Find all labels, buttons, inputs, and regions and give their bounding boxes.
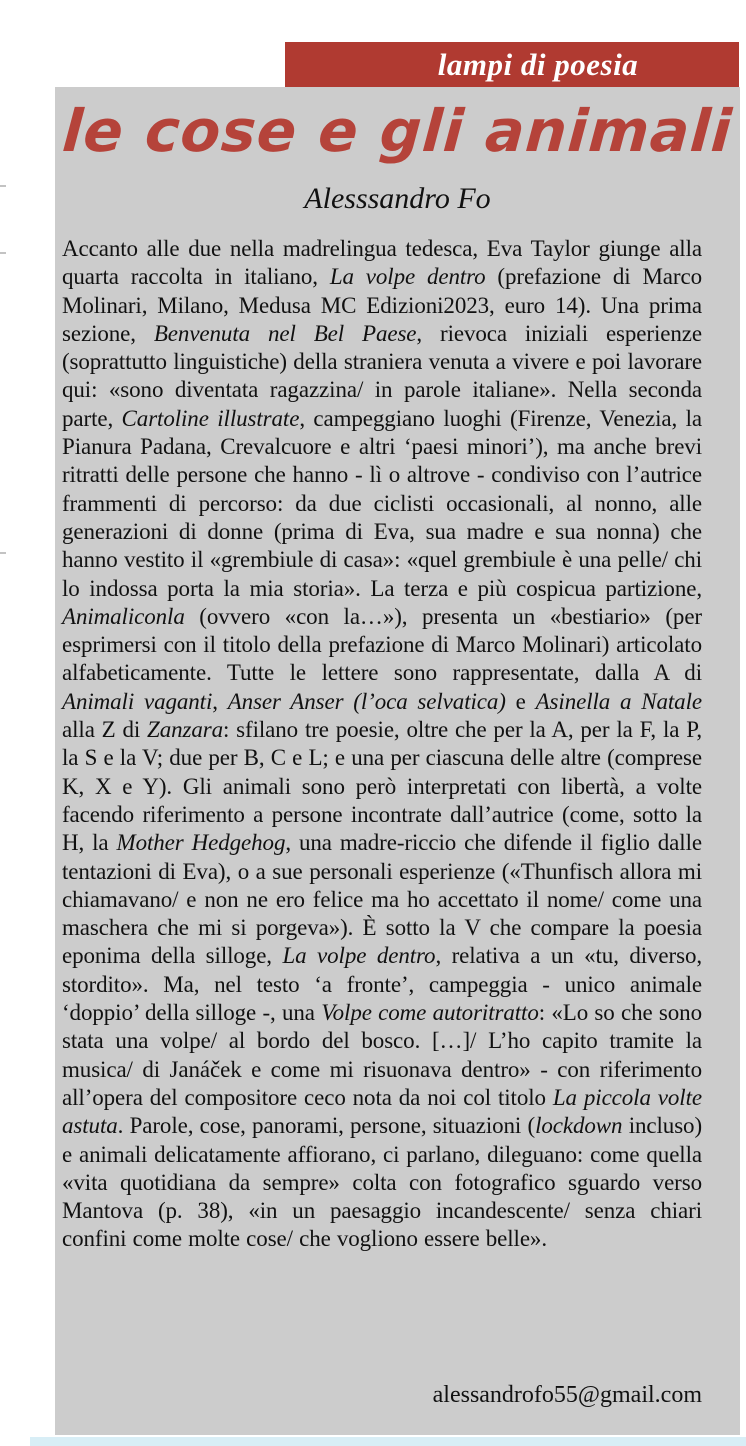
edge-artifact-mark [0,252,6,254]
kicker-label: lampi di poesia [437,46,639,82]
edge-artifact-mark [0,552,6,554]
edge-artifact-mark [0,185,6,187]
article-body: Accanto alle due nella madrelingua tedesca, Eva Taylor giunge alla quarta raccolta in italiano, La volpe dentro (prefazione di Marco Molinari, Milano, Medusa MC Edizioni2023, euro 14). Una prima sezione, Benvenuta nel Bel Paese, rievoca iniziali esperienze (soprattutto linguistiche) della straniera venuta a vivere e poi lavorare qui: «sono diventata ragazzina/ in parole italiane». Nella seconda parte, Cartoline illustrate, campeggiano luoghi (Firenze, Venezia, la Pianura Padana, Crevalcuore e altri ‘paesi minori’), ma anche brevi ritratti delle persone che hanno - lì o altrove - condiviso con l’autrice frammenti di percorso: da due ciclisti occasionali, al nonno, alle generazioni di donne (prima di Eva, sua madre e sua nonna) che hanno vestito il «grembiule di casa»: «quel grembiule è una pelle/ chi lo indossa porta la mia storia». La terza e più cospicua partizione, Animaliconla (ovvero «con la…»), presenta un «bestiario» (per esprimersi con il titolo della prefazione di Marco Molinari) articolato alfabeticamente. Tutte le lettere sono rappresentate, dalla A di Animali vaganti, Anser Anser (l’oca selvatica) e Asinella a Natale alla Z di Zanzara: sfilano tre poesie, oltre che per la A, per la F, la P, la S e la V; due per B, C e L; e una per ciascuna delle altre (comprese K, X e Y). Gli animali sono però interpretati con libertà, a volte facendo riferimento a persone incontrate dall’autrice (come, sotto la H, la Mother Hedgehog, una madre-riccio che difende il figlio dalle tentazioni di Eva), o a sue personali esperienze («Thunfisch allora mi chiamavano/ e non ne ero felice ma ho accettato il nome/ come una maschera che mi si porgeva»). È sotto la V che compare la poesia eponima della silloge, La volpe dentro, relativa a un «tu, diverso, stordito». Ma, nel testo ‘a fronte’, campeggia - unico animale ‘doppio’ della silloge -, una Volpe come autoritratto: «Lo so che sono stata una volpe/ al bordo del bosco. […]/ L’ho capito tramite la musica/ di Janáček e come mi risuonava dentro» - con riferimento all’opera del compositore ceco nota da noi col titolo La piccola volte astuta. Parole, cose, panorami, persone, situazioni (lockdown incluso) e animali delicatamente affiorano, ci parlano, dileguano: come quella «vita quotidiana da sempre» colta con fotografico sguardo verso Mantova (p. 38), «in un paesaggio incandescente/ senza chiari confini come molte cose/ che vogliono essere belle». [62,236,702,1252]
kicker-band [285,42,739,87]
bottom-strip [30,1437,746,1446]
article-panel [55,87,740,1435]
article-email: alessandrofo55@gmail.com [432,1382,702,1408]
article-title: le cose e gli animali [60,97,735,165]
article-author: Alesssandro Fo [304,182,491,215]
